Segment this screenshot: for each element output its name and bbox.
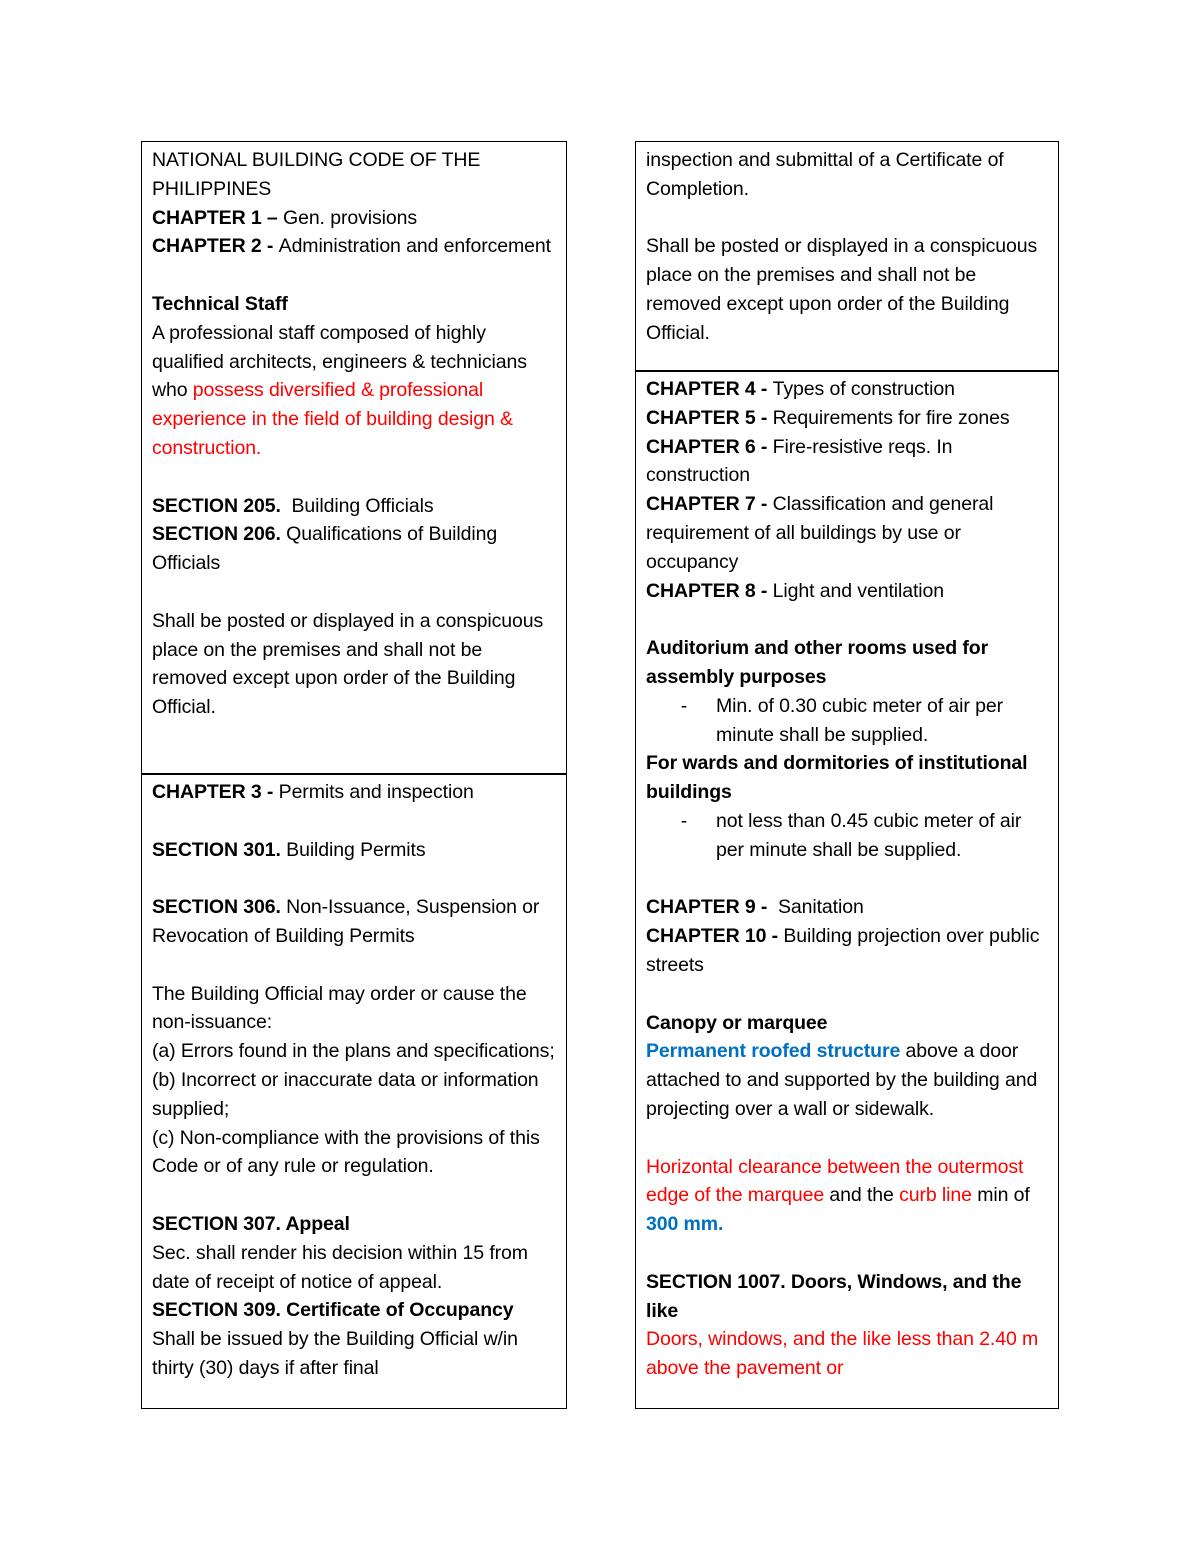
chapter-1: CHAPTER 1 – Gen. provisions bbox=[152, 206, 417, 229]
chapter-4: CHAPTER 4 - Types of construction bbox=[646, 378, 955, 400]
list-item-a: (a) Errors found in the plans and specifications; bbox=[152, 1040, 555, 1063]
left-top-box bbox=[141, 141, 567, 775]
list-item-b: (b) Incorrect or inaccurate data or information supplied; bbox=[152, 1068, 539, 1120]
chapter-10: CHAPTER 10 - Building projection over public streets bbox=[646, 925, 1040, 976]
technical-staff-text: A professional staff composed of highly qualified architects, engineers & technicians who possess diversified & professional experience in the field of building design & construction. bbox=[152, 321, 527, 459]
section-206: SECTION 206. Qualifications of Building Officials bbox=[152, 523, 498, 575]
chapter-5: CHAPTER 5 - Requirements for fire zones bbox=[646, 406, 1010, 429]
section-309-heading: SECTION 309. Certificate of Occupancy bbox=[152, 1299, 514, 1322]
section-301: SECTION 301. Building Permits bbox=[152, 838, 426, 861]
continued-text: inspection and submittal of a Certificate of Completion. bbox=[646, 149, 1004, 200]
chapter-6: CHAPTER 6 - Fire-resistive reqs. In construction bbox=[646, 435, 953, 487]
technical-staff-heading: Technical Staff bbox=[152, 292, 288, 315]
chapter-2: CHAPTER 2 - Administration and enforcement bbox=[152, 235, 551, 258]
document-title: NATIONAL BUILDING CODE OF THE PHILIPPINES bbox=[152, 149, 481, 200]
clearance-text: Horizontal clearance between the outermost edge of the marquee and the curb line min of 300 mm. bbox=[646, 1155, 1036, 1236]
section-1007-heading: SECTION 1007. Doors, Windows, and the like bbox=[646, 1270, 1022, 1322]
section-307-heading: SECTION 307. Appeal bbox=[152, 1212, 350, 1235]
list-item-c: (c) Non-compliance with the provisions of this Code or of any rule or regulation. bbox=[152, 1126, 540, 1178]
canopy-heading: Canopy or marquee bbox=[646, 1011, 828, 1034]
wards-bullet: - not less than 0.45 cubic meter of air per minute shall be supplied. bbox=[646, 807, 1049, 865]
canopy-text: Permanent roofed structure above a door attached to and supported by the building and projecting over a wall or sidewalk. bbox=[646, 1040, 1038, 1120]
chapter-3: CHAPTER 3 - Permits and inspection bbox=[152, 781, 474, 803]
wards-heading: For wards and dormitories of institutional buildings bbox=[646, 752, 1028, 804]
section-1007-text: Doors, windows, and the like less than 2.40 m above the pavement or bbox=[646, 1328, 1039, 1380]
section-307-text: Sec. shall render his decision within 15 from date of receipt of notice of appeal. bbox=[152, 1241, 528, 1293]
section-205: SECTION 205. Building Officials bbox=[152, 494, 434, 517]
order-text: The Building Official may order or cause the non-issuance: bbox=[152, 982, 527, 1034]
chapter-9: CHAPTER 9 - Sanitation bbox=[646, 896, 864, 919]
right-top-box bbox=[635, 141, 1059, 372]
posted-paragraph: Shall be posted or displayed in a conspicuous place on the premises and shall not be removed except upon order of the Building Official. bbox=[152, 609, 544, 719]
bullet-dash: - bbox=[680, 809, 688, 832]
chapter-7: CHAPTER 7 - Classification and general requirement of all buildings by use or occupancy bbox=[646, 493, 994, 573]
auditorium-heading: Auditorium and other rooms used for assembly purposes bbox=[646, 637, 989, 688]
chapter-8: CHAPTER 8 - Light and ventilation bbox=[646, 579, 945, 602]
right-bottom-box bbox=[635, 370, 1059, 1409]
section-309-text: Shall be issued by the Building Official w/in thirty (30) days if after final bbox=[152, 1328, 518, 1379]
auditorium-bullet: - Min. of 0.30 cubic meter of air per minute shall be supplied. bbox=[646, 692, 1049, 750]
left-bottom-box bbox=[141, 773, 567, 1409]
section-306: SECTION 306. Non-Issuance, Suspension or Revocation of Building Permits bbox=[152, 896, 540, 947]
bullet-dash: - bbox=[680, 694, 688, 717]
posted-paragraph-right: Shall be posted or displayed in a conspicuous place on the premises and shall not be removed except upon order of the Building Official. bbox=[646, 235, 1038, 344]
